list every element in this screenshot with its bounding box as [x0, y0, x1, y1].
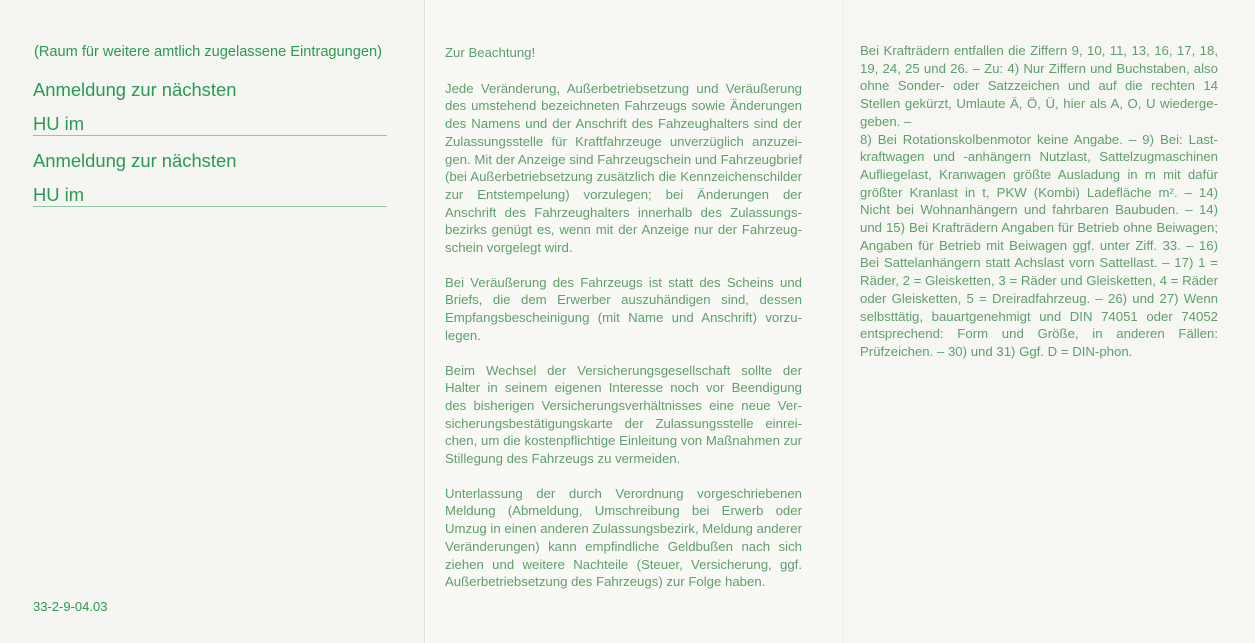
- footnotes-text-column: [860, 42, 1218, 361]
- footnote-paragraph: Bei Krafträdern entfallen die Ziffern 9, 10, 11, 13, 16, 17, 18, 19, 24, 25 und 26. – Zu: 4) Nur Ziffern und Buchstaben, also ohne Sonder- oder Satzzeichen und auf die rechten 14 Stellen gekürzt, Umlaute Ä, Ö, Ü, hier als A, O, U wiedergegeben. –: [860, 43, 1218, 129]
- notice-paragraph: Jede Veränderung, Außerbetriebsetzung und Veräußerung des umstehend bezeichneten Fahrzeugs sowie Änderungen des Namens und der Anschrift des Fahzeughalters sind der Zulassungsstelle für Kraftfahrzeuge unverzüglich anzuzeigen. Mit der Anzeige sind Fahrzeugschein und Fahrzeugbrief (bei Außerbetriebsetzung zusätzlich die Kennzeichenschilder zur Entstempelung) vorzulegen; bei Änderungen der Anschrift des Fahrzeughalters innerhalb des Zulassungsbezirks genügt es, wenn mit der Anzeige nur der Fahrzeugschein vorgelegt wird.: [445, 80, 802, 256]
- notice-text-column: [445, 44, 802, 608]
- notice-paragraph: Beim Wechsel der Versicherungsgesellschaft sollte der Halter in seinem eigenen Interesse noch vor Beendigung des bisherigen Versicherungsverhältnisses eine neue Versicherungsbestätigungskarte der Zulassungsstelle einreichen, um die kostenpflichtige Einleitung von Maßnahmen zur Stillegung des Fahrzeugs zu vermeiden.: [445, 362, 802, 467]
- right-panel: [843, 0, 1255, 643]
- hu-entry-title: Anmeldung zur nächsten: [33, 150, 237, 171]
- notice-paragraph: Unterlassung der durch Verordnung vorgeschriebenen Meldung (Abmeldung, Umschreibung bei Erwerb oder Umzug in einen anderen Zulassungsbezirk, Meldung anderer Veränderungen) kann empfindliche Geldbußen nach sich ziehen und weitere Nachteile (Steuer, Versicherung, ggf. Außerbetriebsetzung des Fahrzeugs) zur Folge haben.: [445, 485, 803, 590]
- form-code: 33-2-9-04.03: [33, 599, 108, 614]
- middle-panel: [425, 0, 843, 643]
- official-entries-note: (Raum für weitere amtlich zugelassene Eintragungen): [34, 44, 382, 60]
- hu-entry-1: [33, 80, 387, 136]
- hu-entry-line: HU im: [33, 185, 387, 207]
- notice-paragraph: Bei Veräußerung des Fahrzeugs ist statt des Scheins und Briefs, die dem Erwerber auszuhändigen sind, dessen Empfangsbescheinigung (mit Name und Anschrift) vorzulegen.: [445, 274, 802, 343]
- hu-entry-line: HU im: [33, 114, 387, 136]
- left-panel: [0, 0, 425, 643]
- notice-heading: Zur Beachtung!: [445, 45, 536, 60]
- footnote-paragraph: 8) Bei Rotationskolbenmotor keine Angabe. – 9) Bei: Lastkraftwagen und -anhängern Nutzlast, Sattelzugmaschinen Aufliegelast, Kranwagen größte Ausladung in m mit dafür größter Kranlast in t, PKW (Kombi) Ladefläche m². – 14) Nicht bei Wohnanhängern und fahrbaren Baubuden. – 14) und 15) Bei Krafträdern Angaben für Betrieb ohne Beiwagen; Angaben für Betrieb mit Beiwagen ggf. unter Ziff. 33. – 16) Bei Sattelanhängern statt Achslast vorn Sattellast. – 17) 1 = Räder, 2 = Gleisketten, 3 = Räder und Gleisketten, 4 = Räder oder Gleisketten, 5 = Dreiradfahrzeug. – 26) und 27) Wenn selbsttätig, bauartgenehmigt und DIN 74051 oder 74052 entsprechend: Form und Größe, in anderen Fällen: Prüfzeichen. – 30) und 31) Ggf. D = DIN-phon.: [860, 131, 1218, 359]
- hu-entry-2: [33, 151, 387, 207]
- hu-entry-title: Anmeldung zur nächsten: [33, 79, 237, 100]
